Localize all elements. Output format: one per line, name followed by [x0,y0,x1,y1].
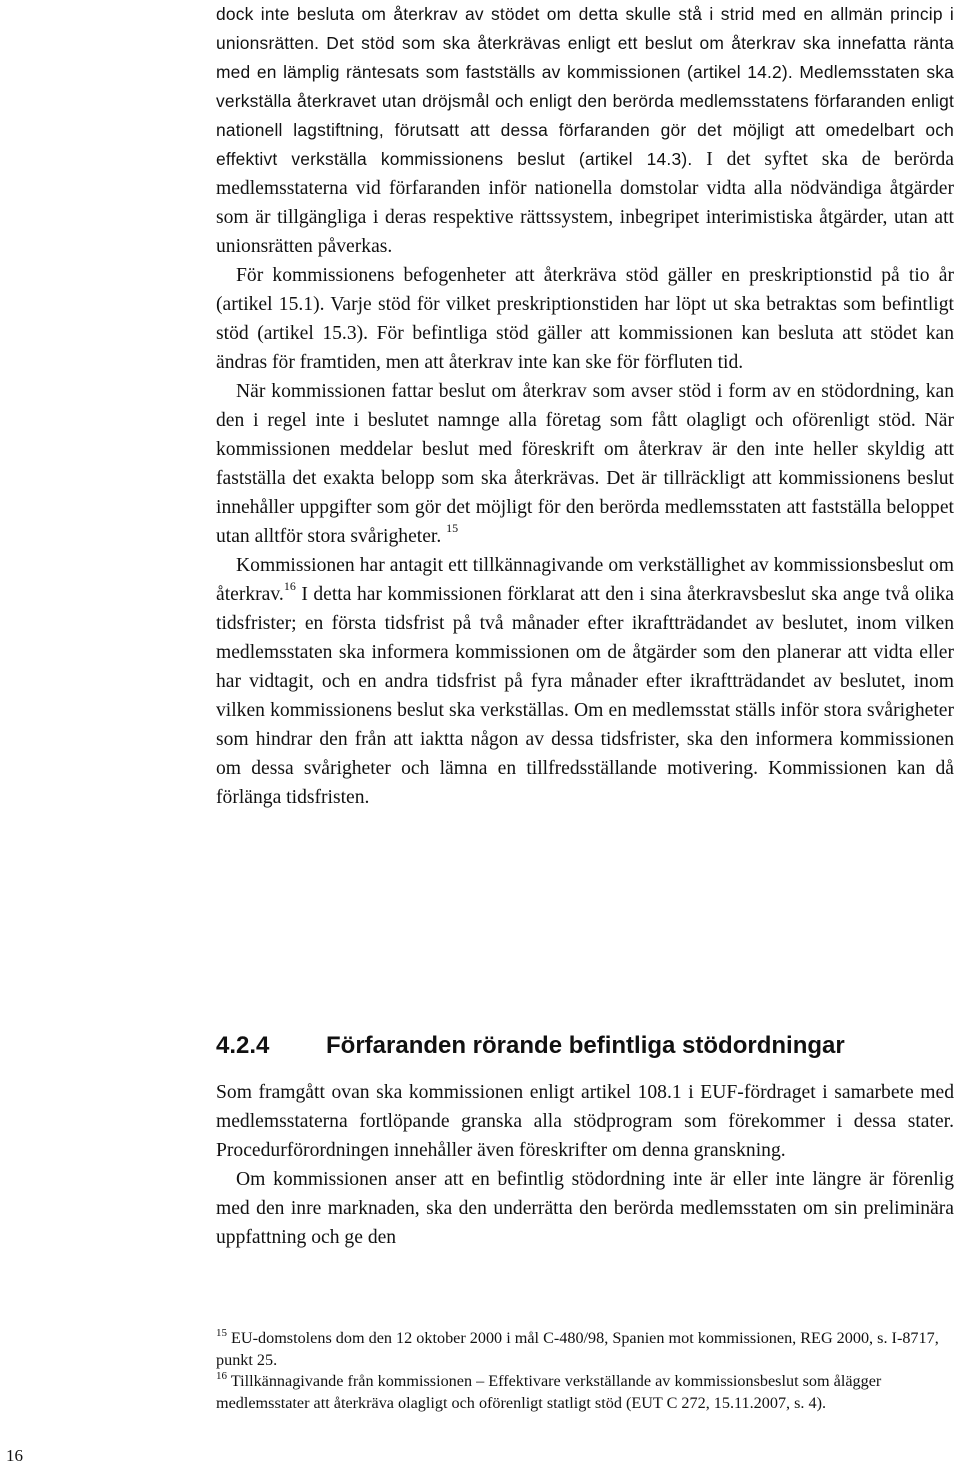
paragraph-6: Om kommissionen anser att en befintlig stödordning inte är eller inte längre är förenlig med den inre marknaden, ska den underrätta den berörda medlemsstaten om sin preliminära uppfattning och ge den [216,1169,954,1248]
paragraph-4-text-after: I detta har kommissionen förklarat att den i sina återkravsbeslut ska ange två olika tidsfrister; en första tidsfrist på två månader efter ikraftträdandet av beslutet, inom vilken medlemsstaten ska informera kommissionen om de åtgärder som den planerar att vidta eller har vidtagit, och en andra tidsfrist på fyra månader efter ikraftträdandet av beslutet, inom vilken kommissionens beslut ska verkställas. Om en medlemsstat ställs inför stora svårigheter som hindrar den från att iaktta någon av dessa tidsfrister, ska den informera kommissionen om dessa svårigheter och lämna en tillfredsställande motivering. Kommissionen kan då förlänga tidsfristen. [216,584,954,808]
paragraph-4-text-before: Kommissionen har antagit ett tillkännagivande om verkställighet av kommissionsbeslut om återkrav. [216,555,954,605]
paragraph-1-sans-segment: dock inte besluta om återkrav av stödet om detta skulle stå i strid med en allmän princip i unionsrätten. Det stöd som ska återkrävas enligt ett beslut om återkrav ska innefatta ränta med en lämplig räntesats som fastställs av kommissionen (artikel 14.2). Medlemsstaten ska verkställa återkravet utan dröjsmål och enligt den berörda medlemsstatens förfaranden enligt nationell lagstiftning, förutsatt att dessa förfaranden gör det möjligt att omedelbart och effektivt verkställa kommissionens beslut (artikel 14.3). [216,4,954,169]
footnote-number: 15 [216,1326,227,1339]
paragraph-4 [216,551,954,812]
footnote-text: EU-domstolens dom den 12 oktober 2000 i mål C-480/98, Spanien mot kommissionen, REG 2000, s. I-8717, punkt 25. [216,1329,939,1369]
paragraph-3-text: När kommissionen fattar beslut om återkrav som avser stöd i form av en stödordning, kan den i regel inte i beslutet namnge alla företag som fått olagligt och oförenligt stöd. När kommissionen meddelar beslut med föreskrift om återkrav är den inte heller skyldig att fastställa det exakta belopp som ska återkrävas. Det är tillräckligt att kommissionens beslut innehåller uppgifter som gör det möjligt för den berörda medlemsstaten att fastställa beloppet utan alltför stora svårigheter. [216,381,954,547]
section-heading [216,1030,954,1062]
body-paragraphs [216,0,954,812]
page-number: 16 [6,1446,23,1465]
section-title: Förfaranden rörande befintliga stödordningar [326,1032,845,1059]
section-number: 4.2.4 [216,1032,270,1059]
paragraph-1 [216,0,954,261]
footnotes [216,1328,954,1414]
footnote-text: Tillkännagivande från kommissionen – Effektivare verkställande av kommissionsbeslut som ålägger medlemsstater att återkräva olagligt och oförenligt statligt stöd (EUT C 272, 15.11.2007, s. 4). [216,1372,882,1412]
paragraph-5: Som framgått ovan ska kommissionen enligt artikel 108.1 i EUF-fördraget i samarbete med medlemsstaterna fortlöpande granska alla stödprogram som förekommer i dessa stater. Procedurförordningen innehåller även föreskrifter om denna granskning. [216,1082,954,1161]
footnote-number: 16 [216,1369,227,1382]
footnote-16 [216,1371,954,1414]
footnote-15 [216,1328,954,1371]
footnote-ref-15[interactable]: 15 [446,521,459,536]
section-body [216,1078,954,1252]
paragraph-3 [216,377,954,551]
footnote-ref-16[interactable]: 16 [283,579,296,594]
paragraph-1-serif-segment: I det syftet ska de berörda medlemsstaterna vid förfaranden inför nationella domstolar vidta alla nödvändiga åtgärder som är tillgängliga i deras respektive rättssystem, inbegripet interimistiska åtgärder, utan att unionsrätten påverkas. [216,149,954,257]
paragraph-2: För kommissionens befogenheter att återkräva stöd gäller en preskriptionstid på tio år (artikel 15.1). Varje stöd för vilket preskriptionstiden har löpt ut ska betraktas som befintligt stöd (artikel 15.3). För befintliga stöd gäller att kommissionen kan besluta att stödet kan ändras för framtiden, men att återkrav inte kan ske för förfluten tid. [216,265,954,373]
